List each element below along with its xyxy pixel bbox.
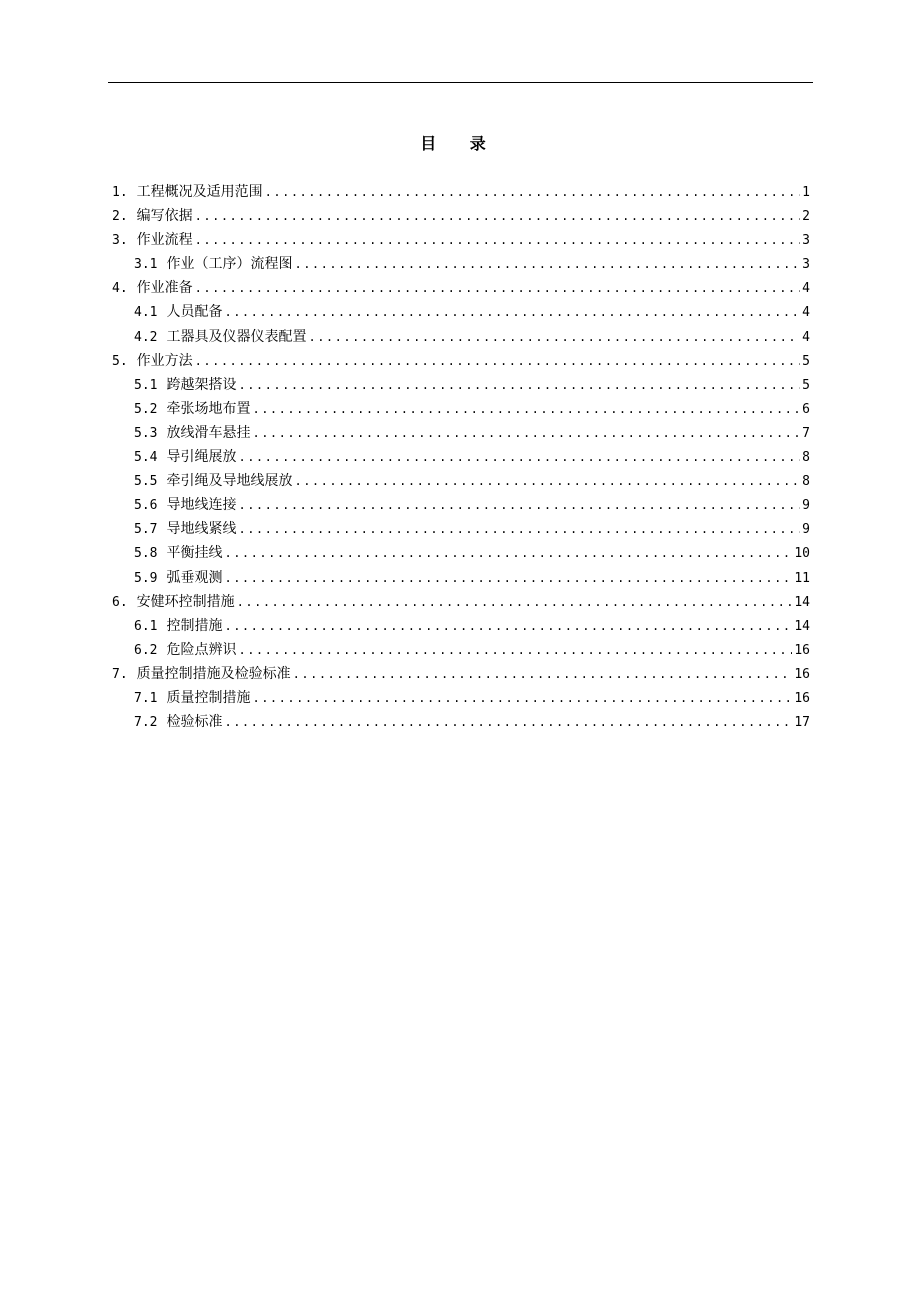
toc-dot-leader — [238, 375, 800, 395]
toc-dot-leader — [238, 495, 800, 515]
toc-entry-page-number: 4 — [802, 329, 810, 345]
toc-entry-page-number: 14 — [794, 594, 810, 610]
toc-entry-number: 3.1 — [134, 257, 158, 273]
toc-entry-number: 6. — [112, 594, 128, 610]
toc-entry-number: 4.1 — [134, 305, 158, 321]
toc-dot-leader — [195, 278, 801, 298]
toc-entry-page-number: 2 — [802, 209, 810, 225]
toc-entry-number: 5.1 — [134, 377, 158, 393]
toc-title: 目 录 — [420, 134, 500, 153]
toc-dot-leader — [224, 568, 792, 588]
toc-entry-page-number: 3 — [802, 257, 810, 273]
toc-entry-title: 牵引绳及导地线展放 — [166, 473, 293, 490]
toc-entry-page-number: 11 — [794, 570, 810, 586]
toc-entry-number: 7.1 — [134, 690, 158, 706]
toc-entry-page-number: 16 — [794, 690, 810, 706]
toc-entry-number: 6.2 — [134, 642, 158, 658]
toc-entry[interactable] — [112, 254, 810, 278]
toc-entry-page-number: 9 — [802, 522, 810, 538]
toc-entry-number: 5.6 — [134, 498, 158, 514]
toc-entry-number: 5.3 — [134, 425, 158, 441]
toc-entry-title: 导地线连接 — [166, 497, 237, 514]
toc-entry-number: 5.5 — [134, 474, 158, 490]
toc-entry-number: 4. — [112, 281, 128, 297]
toc-entry-number: 6.1 — [134, 618, 158, 634]
toc-entry[interactable] — [112, 471, 810, 495]
toc-entry[interactable] — [112, 568, 810, 592]
toc-entry[interactable] — [112, 351, 810, 375]
toc-entry-page-number: 4 — [802, 281, 810, 297]
toc-entry[interactable] — [112, 399, 810, 423]
toc-dot-leader — [252, 423, 800, 443]
toc-entry-page-number: 6 — [802, 401, 810, 417]
toc-entry-title: 工器具及仪器仪表配置 — [166, 328, 307, 345]
toc-dot-leader — [294, 254, 800, 274]
toc-entry[interactable] — [112, 495, 810, 519]
toc-entry-page-number: 3 — [802, 233, 810, 249]
toc-entry[interactable] — [112, 592, 810, 616]
toc-entry-title: 人员配备 — [166, 304, 223, 321]
toc-entry[interactable] — [112, 375, 810, 399]
toc-entry-title: 放线滑车悬挂 — [166, 424, 251, 441]
toc-entry-page-number: 1 — [802, 185, 810, 200]
toc-entry-number: 7. — [112, 666, 128, 682]
toc-entry-title: 作业方法 — [136, 352, 193, 369]
toc-entry[interactable] — [112, 423, 810, 447]
toc-entry-title: 导地线紧线 — [166, 521, 237, 538]
toc-entry[interactable] — [112, 519, 810, 543]
toc-entry-page-number: 16 — [794, 642, 810, 658]
toc-entry-page-number: 16 — [794, 666, 810, 682]
toc-entry-number: 5.2 — [134, 401, 158, 417]
toc-entry-number: 2. — [112, 209, 128, 225]
toc-entry-title: 作业流程 — [136, 232, 193, 249]
toc-dot-leader — [237, 592, 793, 612]
toc-entry-page-number: 5 — [802, 377, 810, 393]
toc-entry-title: 检验标准 — [166, 714, 223, 731]
toc-entry-page-number: 4 — [802, 305, 810, 321]
toc-entry-title: 牵张场地布置 — [166, 400, 251, 417]
toc-dot-leader — [224, 712, 792, 732]
toc-entry-title: 弧垂观测 — [166, 569, 223, 586]
toc-dot-leader — [195, 230, 801, 250]
toc-entry-page-number: 10 — [794, 546, 810, 562]
header-rule — [108, 82, 813, 83]
toc-entry-title: 危险点辨识 — [166, 641, 237, 658]
toc-dot-leader — [195, 206, 801, 226]
toc-entry-number: 3. — [112, 233, 128, 249]
toc-dot-leader — [195, 351, 801, 371]
toc-entry[interactable] — [112, 616, 810, 640]
toc-entry[interactable] — [112, 543, 810, 567]
toc-dot-leader — [294, 471, 800, 491]
toc-entry[interactable] — [112, 447, 810, 471]
toc-entry[interactable] — [112, 230, 810, 254]
toc-entry[interactable] — [112, 640, 810, 664]
toc-dot-leader — [238, 447, 800, 467]
toc-entry[interactable] — [112, 278, 810, 302]
toc-entry-page-number: 8 — [802, 474, 810, 490]
toc-entry-title: 质量控制措施及检验标准 — [136, 665, 291, 682]
toc-entry-number: 4.2 — [134, 329, 158, 345]
toc-dot-leader — [252, 688, 792, 708]
toc-entry[interactable] — [112, 712, 810, 736]
toc-entry-number: 5. — [112, 353, 128, 369]
toc-dot-leader — [265, 182, 801, 202]
toc-entry-title: 跨越架搭设 — [166, 376, 237, 393]
toc-entry-number: 7.2 — [134, 715, 158, 731]
toc-dot-leader — [224, 543, 792, 563]
toc-entry-title: 质量控制措施 — [166, 689, 251, 706]
toc-entry[interactable] — [112, 664, 810, 688]
toc-entry-title: 平衡挂线 — [166, 545, 223, 562]
toc-entry-number: 5.9 — [134, 570, 158, 586]
toc-entry-number: 5.8 — [134, 546, 158, 562]
table-of-contents — [112, 182, 810, 736]
toc-dot-leader — [238, 519, 800, 539]
toc-entry-title: 导引绳展放 — [166, 449, 237, 466]
toc-entry-page-number: 9 — [802, 498, 810, 514]
toc-entry-page-number: 14 — [794, 618, 810, 634]
toc-dot-leader — [224, 302, 800, 322]
toc-entry-number: 5.4 — [134, 450, 158, 466]
toc-entry[interactable] — [112, 206, 810, 230]
toc-entry-title: 作业准备 — [136, 280, 193, 297]
toc-dot-leader — [238, 640, 792, 660]
toc-entry[interactable] — [112, 327, 810, 351]
toc-entry-number: 1. — [112, 185, 128, 200]
toc-entry-page-number: 8 — [802, 450, 810, 466]
toc-entry[interactable] — [112, 182, 810, 206]
toc-entry-page-number: 17 — [794, 715, 810, 731]
toc-dot-leader — [293, 664, 793, 684]
toc-entry-title: 作业（工序）流程图 — [166, 256, 293, 273]
toc-entry-page-number: 7 — [802, 425, 810, 441]
toc-entry-title: 编写依据 — [136, 208, 193, 225]
toc-entry-page-number: 5 — [802, 353, 810, 369]
toc-dot-leader — [252, 399, 800, 419]
toc-dot-leader — [308, 327, 800, 347]
toc-entry-title: 安健环控制措施 — [136, 593, 235, 610]
toc-entry[interactable] — [112, 688, 810, 712]
toc-entry-title: 控制措施 — [166, 617, 223, 634]
toc-entry-number: 5.7 — [134, 522, 158, 538]
toc-entry[interactable] — [112, 302, 810, 326]
toc-entry-title: 工程概况及适用范围 — [136, 184, 263, 200]
toc-dot-leader — [224, 616, 792, 636]
